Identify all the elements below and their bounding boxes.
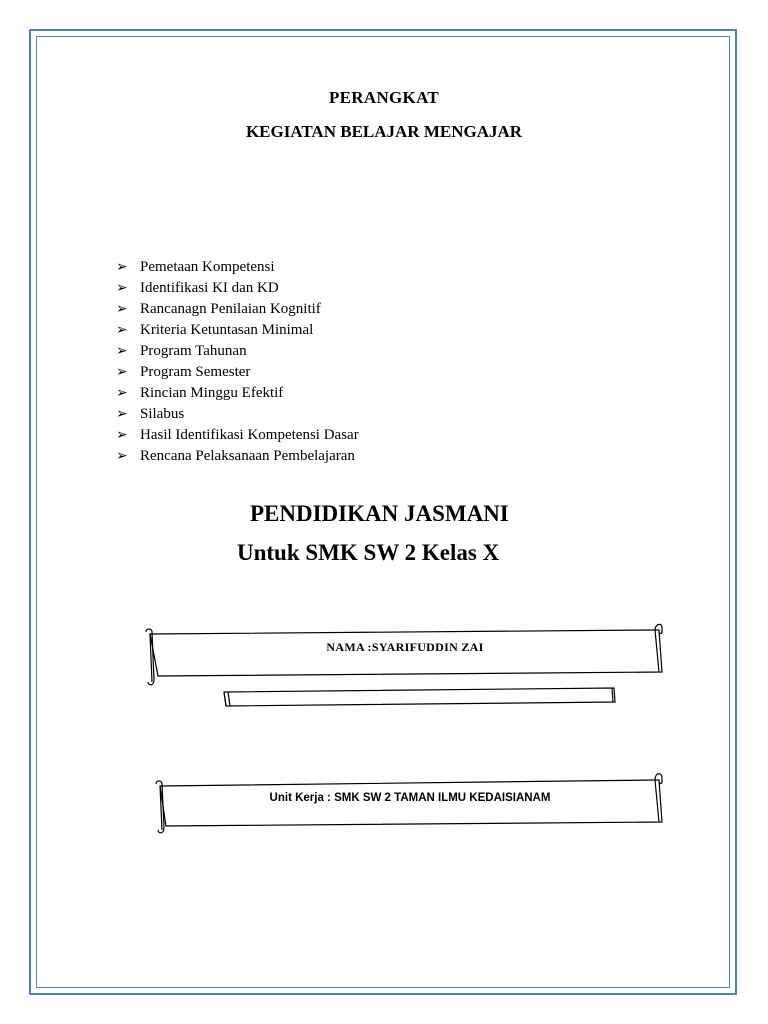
arrow-bullet-icon: ➢ xyxy=(116,281,128,296)
list-item: ➢ Rancanagn Penilaian Kognitif xyxy=(116,299,359,320)
subject-subtitle: Untuk SMK SW 2 Kelas X xyxy=(237,540,500,565)
unit-kerja-label: Unit Kerja : SMK SW 2 TAMAN ILMU KEDAISIANAM xyxy=(269,792,551,804)
list-item: ➢ Pemetaan Kompetensi xyxy=(116,257,359,278)
subject-title: PENDIDIKAN JASMANI xyxy=(250,501,509,526)
list-item: ➢ Program Semester xyxy=(116,362,359,383)
list-item: ➢ Silabus xyxy=(116,404,359,425)
arrow-bullet-icon: ➢ xyxy=(116,260,128,275)
list-item: ➢ Rincian Minggu Efektif xyxy=(116,383,359,404)
decorative-thin-bar xyxy=(224,688,615,706)
arrow-bullet-icon: ➢ xyxy=(116,302,128,317)
list-item: ➢ Program Tahunan xyxy=(116,341,359,362)
arrow-bullet-icon: ➢ xyxy=(116,365,128,380)
title-line-2: KEGIATAN BELAJAR MENGAJAR xyxy=(245,122,523,141)
list-item: ➢ Identifikasi KI dan KD xyxy=(116,278,359,299)
arrow-bullet-icon: ➢ xyxy=(116,323,128,338)
title-line-1: PERANGKAT xyxy=(328,88,440,107)
arrow-bullet-icon: ➢ xyxy=(116,344,128,359)
arrow-bullet-icon: ➢ xyxy=(116,407,128,422)
name-label: NAMA :SYARIFUDDIN ZAI xyxy=(326,640,484,654)
arrow-bullet-icon: ➢ xyxy=(116,428,128,443)
list-item: ➢ Rencana Pelaksanaan Pembelajaran xyxy=(116,446,359,467)
arrow-bullet-icon: ➢ xyxy=(116,449,128,464)
arrow-bullet-icon: ➢ xyxy=(116,386,128,401)
list-item: ➢ Kriteria Ketuntasan Minimal xyxy=(116,320,359,341)
list-item: ➢ Hasil Identifikasi Kompetensi Dasar xyxy=(116,425,359,446)
